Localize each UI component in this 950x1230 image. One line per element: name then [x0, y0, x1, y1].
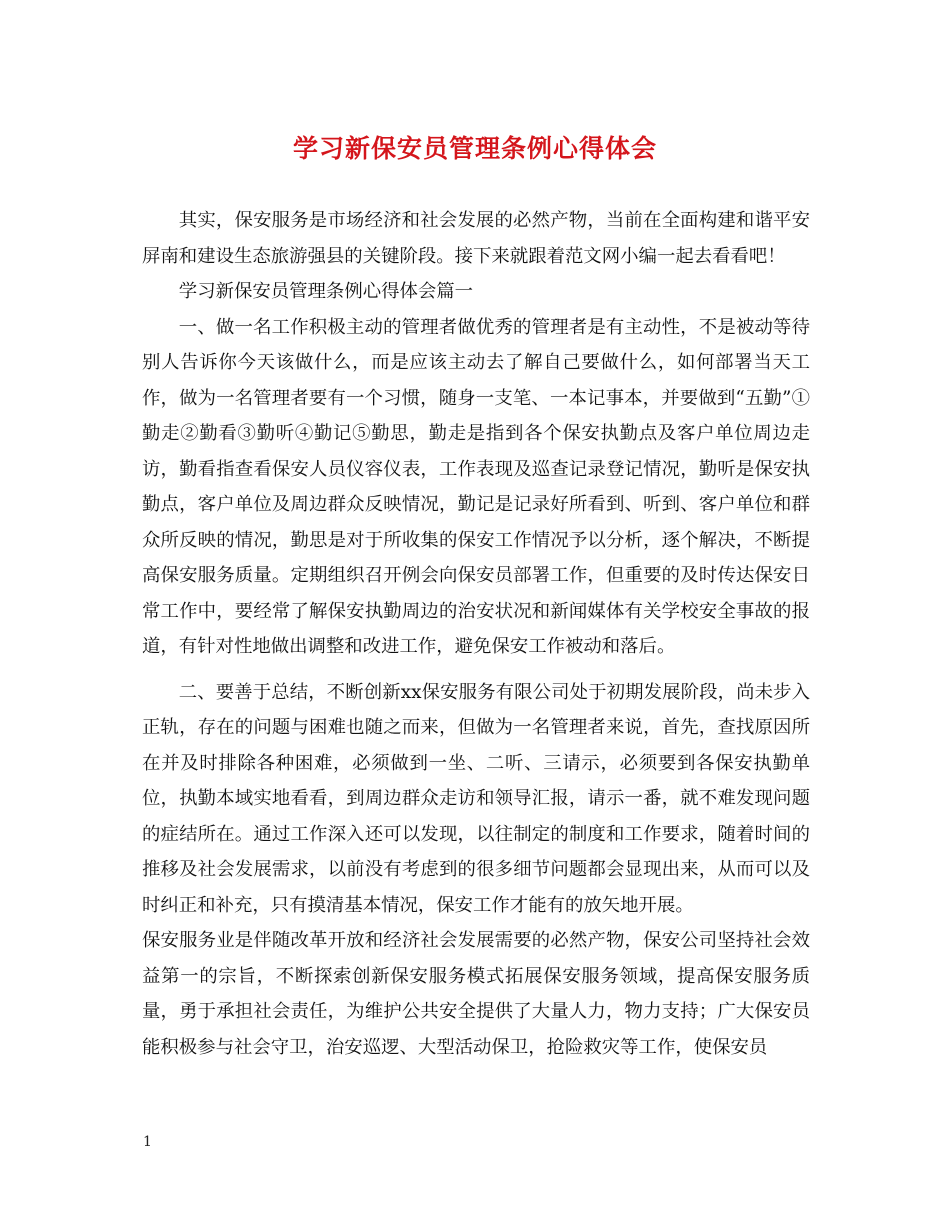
body-paragraph: 保安服务业是伴随改革开放和经济社会发展需要的必然产物，保安公司坚持社会效益第一的宗旨，不断探索创新保安服务模式拓展保安服务领域，提高保安服务质量，勇于承担社会责任，为维护公共安全提供了大量人力，物力支持；广大保安员能积极参与社会守卫，治安巡逻、大型活动保卫，抢险救灾等工作，使保安员 — [142, 930, 810, 1058]
document-body — [142, 203, 810, 1065]
page-number: 1 — [143, 1134, 152, 1150]
section-heading: 学习新保安员管理条例心得体会篇一 — [178, 281, 474, 302]
intro-paragraph: 其实，保安服务是市场经济和社会发展的必然产物，当前在全面构建和谐平安屏南和建设生态旅游强县的关键阶段。接下来就跟着范文网小编一起去看看吧！ — [142, 210, 810, 267]
body-paragraph: 二、要善于总结，不断创新xx保安服务有限公司处于初期发展阶段，尚未步入正轨，存在的问题与困难也随之而来，但做为一名管理者来说，首先，查找原因所在并及时排除各种困难，必须做到一坐、二听、三请示，必须要到各保安执勤单位，执勤本域实地看看，到周边群众走访和领导汇报，请示一番，就不难发现问题的症结所在。通过工作深入还可以发现，以往制定的制度和工作要求，随着时间的推移及社会发展需求，以前没有考虑到的很多细节问题都会显现出来，从而可以及时纠正和补充，只有摸清基本情况，保安工作才能有的放矢地开展。 — [142, 681, 810, 916]
body-paragraph: 一、做一名工作积极主动的管理者做优秀的管理者是有主动性，不是被动等待别人告诉你今天该做什么，而是应该主动去了解自己要做什么，如何部署当天工作，做为一名管理者要有一个习惯，随身一支笔、一本记事本，并要做到“五勤”①勤走②勤看③勤听④勤记⑤勤思，勤走是指到各个保安执勤点及客户单位周边走访，勤看指查看保安人员仪容仪表，工作表现及巡查记录登记情况，勤听是保安执勤点，客户单位及周边群众反映情况，勤记是记录好所看到、听到、客户单位和群众所反映的情况，勤思是对于所收集的保安工作情况予以分析，逐个解决，不断提高保安服务质量。定期组织召开例会向保安员部署工作，但重要的及时传达保安日常工作中，要经常了解保安执勤周边的治安状况和新闻媒体有关学校安全事故的报道，有针对性地做出调整和改进工作，避免保安工作被动和落后。 — [142, 316, 810, 657]
document-title: 学习新保安员管理条例心得体会 — [292, 134, 657, 163]
